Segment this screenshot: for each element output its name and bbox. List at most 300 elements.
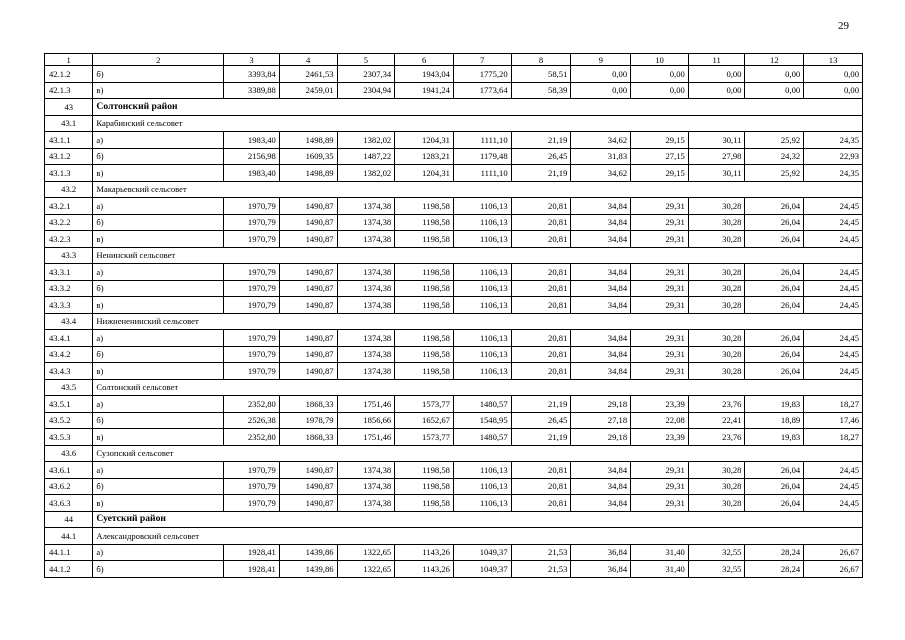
value-cell: 18,27 [804, 429, 863, 446]
value-cell: 26,04 [745, 462, 804, 479]
value-cell: 22,41 [688, 412, 745, 429]
value-cell: 1490,87 [279, 495, 337, 512]
value-cell: 26,04 [745, 478, 804, 495]
value-cell: 1049,37 [453, 544, 511, 561]
table-row [45, 429, 863, 446]
table-row [45, 264, 863, 281]
value-cell: 26,04 [745, 214, 804, 231]
value-cell: 1198,58 [395, 297, 454, 314]
value-cell: 20,81 [511, 346, 571, 363]
group-row [45, 313, 863, 330]
value-cell: 0,00 [631, 82, 689, 99]
row-subitem: а) [93, 132, 224, 149]
value-cell: 20,81 [511, 198, 571, 215]
value-cell: 24,32 [745, 148, 804, 165]
row-code: 42.1.3 [45, 82, 93, 99]
value-cell: 20,81 [511, 231, 571, 248]
value-cell: 1374,38 [337, 231, 395, 248]
value-cell: 34,84 [571, 264, 631, 281]
group-title: Нижнененинский сельсовет [93, 313, 863, 330]
value-cell: 28,24 [745, 544, 804, 561]
value-cell: 1198,58 [395, 330, 454, 347]
value-cell: 24,35 [804, 132, 863, 149]
row-subitem: б) [93, 561, 224, 578]
value-cell: 1490,87 [279, 214, 337, 231]
table-row [45, 330, 863, 347]
value-cell: 1374,38 [337, 462, 395, 479]
section-title: Солтонский район [93, 99, 863, 116]
value-cell: 0,00 [745, 66, 804, 83]
value-cell: 1773,64 [453, 82, 511, 99]
value-cell: 1573,77 [395, 396, 454, 413]
value-cell: 1480,57 [453, 396, 511, 413]
row-code: 43.1.3 [45, 165, 93, 182]
value-cell: 1978,79 [279, 412, 337, 429]
value-cell: 34,84 [571, 214, 631, 231]
row-code: 43.6.3 [45, 495, 93, 512]
value-cell: 30,28 [688, 363, 745, 380]
value-cell: 1490,87 [279, 363, 337, 380]
group-title: Карабинский сельсовет [93, 115, 863, 132]
value-cell: 1941,24 [395, 82, 454, 99]
value-cell: 1490,87 [279, 231, 337, 248]
group-row [45, 115, 863, 132]
value-cell: 1983,40 [224, 165, 280, 182]
group-code: 44.1 [45, 528, 93, 545]
row-code: 43.2.3 [45, 231, 93, 248]
row-subitem: в) [93, 297, 224, 314]
value-cell: 1106,13 [453, 198, 511, 215]
value-cell: 28,24 [745, 561, 804, 578]
value-cell: 34,84 [571, 346, 631, 363]
value-cell: 1490,87 [279, 346, 337, 363]
value-cell: 26,45 [511, 148, 571, 165]
value-cell: 1198,58 [395, 198, 454, 215]
value-cell: 24,45 [804, 330, 863, 347]
value-cell: 32,55 [688, 544, 745, 561]
value-cell: 26,04 [745, 330, 804, 347]
value-cell: 34,62 [571, 132, 631, 149]
value-cell: 31,40 [631, 544, 689, 561]
value-cell: 1970,79 [224, 280, 280, 297]
value-cell: 34,84 [571, 297, 631, 314]
value-cell: 1970,79 [224, 231, 280, 248]
value-cell: 29,31 [631, 214, 689, 231]
value-cell: 1179,48 [453, 148, 511, 165]
value-cell: 29,31 [631, 363, 689, 380]
value-cell: 36,84 [571, 544, 631, 561]
row-code: 43.4.2 [45, 346, 93, 363]
row-subitem: а) [93, 462, 224, 479]
table-row [45, 132, 863, 149]
value-cell: 1283,21 [395, 148, 454, 165]
value-cell: 24,45 [804, 231, 863, 248]
column-header: 5 [337, 54, 395, 66]
row-subitem: а) [93, 396, 224, 413]
value-cell: 1490,87 [279, 264, 337, 281]
value-cell: 1106,13 [453, 231, 511, 248]
value-cell: 29,15 [631, 132, 689, 149]
value-cell: 21,53 [511, 561, 571, 578]
table-row [45, 346, 863, 363]
value-cell: 1439,86 [279, 561, 337, 578]
table-row [45, 165, 863, 182]
row-code: 44.1.2 [45, 561, 93, 578]
table-row [45, 495, 863, 512]
value-cell: 0,00 [571, 66, 631, 83]
value-cell: 1498,89 [279, 132, 337, 149]
group-title: Макарьевский сельсовет [93, 181, 863, 198]
group-code: 43.3 [45, 247, 93, 264]
table-row [45, 544, 863, 561]
value-cell: 1198,58 [395, 231, 454, 248]
value-cell: 2156,98 [224, 148, 280, 165]
row-subitem: в) [93, 495, 224, 512]
row-subitem: а) [93, 330, 224, 347]
value-cell: 24,45 [804, 346, 863, 363]
value-cell: 30,28 [688, 330, 745, 347]
header-row [45, 54, 863, 66]
value-cell: 24,35 [804, 165, 863, 182]
table-row [45, 198, 863, 215]
row-subitem: б) [93, 346, 224, 363]
value-cell: 3393,84 [224, 66, 280, 83]
column-header: 11 [688, 54, 745, 66]
row-code: 42.1.2 [45, 66, 93, 83]
value-cell: 34,62 [571, 165, 631, 182]
row-code: 43.3.1 [45, 264, 93, 281]
row-code: 43.6.1 [45, 462, 93, 479]
value-cell: 24,45 [804, 264, 863, 281]
value-cell: 29,31 [631, 478, 689, 495]
value-cell: 27,15 [631, 148, 689, 165]
value-cell: 0,00 [631, 66, 689, 83]
table-row [45, 148, 863, 165]
value-cell: 20,81 [511, 478, 571, 495]
group-code: 43.2 [45, 181, 93, 198]
value-cell: 1652,67 [395, 412, 454, 429]
value-cell: 2307,34 [337, 66, 395, 83]
value-cell: 20,81 [511, 462, 571, 479]
value-cell: 30,28 [688, 495, 745, 512]
value-cell: 1374,38 [337, 495, 395, 512]
value-cell: 20,81 [511, 330, 571, 347]
column-header: 7 [453, 54, 511, 66]
value-cell: 30,28 [688, 264, 745, 281]
column-header: 4 [279, 54, 337, 66]
value-cell: 1487,22 [337, 148, 395, 165]
value-cell: 1106,13 [453, 264, 511, 281]
value-cell: 25,92 [745, 165, 804, 182]
section-row [45, 511, 863, 528]
value-cell: 1198,58 [395, 462, 454, 479]
value-cell: 21,19 [511, 429, 571, 446]
value-cell: 29,31 [631, 231, 689, 248]
value-cell: 26,04 [745, 297, 804, 314]
value-cell: 1609,35 [279, 148, 337, 165]
value-cell: 1498,89 [279, 165, 337, 182]
value-cell: 1374,38 [337, 214, 395, 231]
value-cell: 23,76 [688, 396, 745, 413]
column-header: 12 [745, 54, 804, 66]
value-cell: 26,45 [511, 412, 571, 429]
value-cell: 26,04 [745, 346, 804, 363]
value-cell: 19,83 [745, 396, 804, 413]
value-cell: 29,18 [571, 429, 631, 446]
value-cell: 30,11 [688, 132, 745, 149]
value-cell: 58,51 [511, 66, 571, 83]
value-cell: 0,00 [804, 82, 863, 99]
value-cell: 1374,38 [337, 280, 395, 297]
value-cell: 1049,37 [453, 561, 511, 578]
value-cell: 1198,58 [395, 363, 454, 380]
value-cell: 21,53 [511, 544, 571, 561]
value-cell: 20,81 [511, 280, 571, 297]
value-cell: 1983,40 [224, 132, 280, 149]
value-cell: 21,19 [511, 396, 571, 413]
table-row [45, 462, 863, 479]
value-cell: 1374,38 [337, 363, 395, 380]
value-cell: 24,45 [804, 363, 863, 380]
value-cell: 1970,79 [224, 495, 280, 512]
value-cell: 1548,95 [453, 412, 511, 429]
value-cell: 34,84 [571, 495, 631, 512]
value-cell: 30,28 [688, 198, 745, 215]
value-cell: 18,27 [804, 396, 863, 413]
value-cell: 30,28 [688, 231, 745, 248]
value-cell: 29,31 [631, 346, 689, 363]
group-title: Ненинский сельсовет [93, 247, 863, 264]
value-cell: 3389,88 [224, 82, 280, 99]
value-cell: 24,45 [804, 214, 863, 231]
value-cell: 1198,58 [395, 214, 454, 231]
value-cell: 26,04 [745, 198, 804, 215]
value-cell: 2304,94 [337, 82, 395, 99]
value-cell: 26,04 [745, 280, 804, 297]
column-header: 3 [224, 54, 280, 66]
value-cell: 25,92 [745, 132, 804, 149]
value-cell: 19,83 [745, 429, 804, 446]
group-title: Солтонский сельсовет [93, 379, 863, 396]
value-cell: 26,04 [745, 363, 804, 380]
value-cell: 1970,79 [224, 330, 280, 347]
row-subitem: в) [93, 165, 224, 182]
value-cell: 29,31 [631, 462, 689, 479]
value-cell: 1198,58 [395, 495, 454, 512]
value-cell: 1204,31 [395, 165, 454, 182]
column-header: 10 [631, 54, 689, 66]
value-cell: 1970,79 [224, 363, 280, 380]
column-header: 9 [571, 54, 631, 66]
value-cell: 1928,41 [224, 561, 280, 578]
value-cell: 24,45 [804, 495, 863, 512]
value-cell: 1970,79 [224, 264, 280, 281]
value-cell: 24,45 [804, 297, 863, 314]
table-row [45, 82, 863, 99]
value-cell: 0,00 [745, 82, 804, 99]
table-row [45, 396, 863, 413]
row-subitem: б) [93, 148, 224, 165]
value-cell: 23,39 [631, 396, 689, 413]
row-code: 44.1.1 [45, 544, 93, 561]
value-cell: 24,45 [804, 198, 863, 215]
value-cell: 1382,02 [337, 132, 395, 149]
value-cell: 1751,46 [337, 396, 395, 413]
value-cell: 20,81 [511, 297, 571, 314]
value-cell: 34,84 [571, 280, 631, 297]
column-header: 13 [804, 54, 863, 66]
table-row [45, 280, 863, 297]
value-cell: 24,45 [804, 280, 863, 297]
value-cell: 1775,20 [453, 66, 511, 83]
section-row [45, 99, 863, 116]
value-cell: 26,04 [745, 495, 804, 512]
value-cell: 2352,80 [224, 396, 280, 413]
row-subitem: б) [93, 66, 224, 83]
group-code: 43.4 [45, 313, 93, 330]
value-cell: 22,08 [631, 412, 689, 429]
value-cell: 1198,58 [395, 280, 454, 297]
value-cell: 1106,13 [453, 346, 511, 363]
row-subitem: б) [93, 280, 224, 297]
group-row [45, 379, 863, 396]
value-cell: 1573,77 [395, 429, 454, 446]
section-code: 44 [45, 511, 93, 528]
group-row [45, 528, 863, 545]
value-cell: 1198,58 [395, 264, 454, 281]
value-cell: 30,28 [688, 346, 745, 363]
row-subitem: в) [93, 82, 224, 99]
value-cell: 21,19 [511, 132, 571, 149]
value-cell: 29,31 [631, 330, 689, 347]
value-cell: 2352,80 [224, 429, 280, 446]
value-cell: 2459,01 [279, 82, 337, 99]
group-title: Сузопский сельсовет [93, 445, 863, 462]
value-cell: 29,31 [631, 495, 689, 512]
value-cell: 34,84 [571, 231, 631, 248]
value-cell: 0,00 [804, 66, 863, 83]
value-cell: 0,00 [688, 66, 745, 83]
value-cell: 29,18 [571, 396, 631, 413]
value-cell: 34,84 [571, 198, 631, 215]
table-row [45, 561, 863, 578]
column-header: 2 [93, 54, 224, 66]
value-cell: 20,81 [511, 264, 571, 281]
value-cell: 1970,79 [224, 198, 280, 215]
value-cell: 1868,33 [279, 396, 337, 413]
value-cell: 30,28 [688, 214, 745, 231]
group-code: 43.6 [45, 445, 93, 462]
value-cell: 17,46 [804, 412, 863, 429]
row-subitem: б) [93, 478, 224, 495]
table-row [45, 412, 863, 429]
value-cell: 34,84 [571, 478, 631, 495]
row-code: 43.4.3 [45, 363, 93, 380]
value-cell: 1490,87 [279, 478, 337, 495]
value-cell: 1374,38 [337, 330, 395, 347]
value-cell: 1374,38 [337, 478, 395, 495]
value-cell: 26,04 [745, 231, 804, 248]
value-cell: 31,83 [571, 148, 631, 165]
row-subitem: б) [93, 412, 224, 429]
value-cell: 26,04 [745, 264, 804, 281]
value-cell: 1198,58 [395, 478, 454, 495]
value-cell: 34,84 [571, 330, 631, 347]
value-cell: 1198,58 [395, 346, 454, 363]
value-cell: 26,67 [804, 544, 863, 561]
row-code: 43.5.1 [45, 396, 93, 413]
value-cell: 31,40 [631, 561, 689, 578]
value-cell: 1439,86 [279, 544, 337, 561]
value-cell: 29,31 [631, 198, 689, 215]
value-cell: 27,98 [688, 148, 745, 165]
row-subitem: а) [93, 544, 224, 561]
value-cell: 1490,87 [279, 462, 337, 479]
row-code: 43.4.1 [45, 330, 93, 347]
value-cell: 1106,13 [453, 297, 511, 314]
value-cell: 1928,41 [224, 544, 280, 561]
value-cell: 29,31 [631, 264, 689, 281]
value-cell: 1111,10 [453, 165, 511, 182]
value-cell: 2461,53 [279, 66, 337, 83]
row-code: 43.1.2 [45, 148, 93, 165]
group-row [45, 247, 863, 264]
value-cell: 1106,13 [453, 495, 511, 512]
value-cell: 30,28 [688, 478, 745, 495]
value-cell: 1106,13 [453, 330, 511, 347]
value-cell: 24,45 [804, 462, 863, 479]
section-code: 43 [45, 99, 93, 116]
value-cell: 1490,87 [279, 198, 337, 215]
section-title: Суетский район [93, 511, 863, 528]
value-cell: 1480,57 [453, 429, 511, 446]
value-cell: 20,81 [511, 214, 571, 231]
row-code: 43.3.2 [45, 280, 93, 297]
value-cell: 1143,26 [395, 561, 454, 578]
value-cell: 23,39 [631, 429, 689, 446]
value-cell: 1143,26 [395, 544, 454, 561]
value-cell: 36,84 [571, 561, 631, 578]
row-code: 43.5.2 [45, 412, 93, 429]
value-cell: 1374,38 [337, 198, 395, 215]
value-cell: 24,45 [804, 478, 863, 495]
value-cell: 1970,79 [224, 478, 280, 495]
row-subitem: в) [93, 363, 224, 380]
value-cell: 1106,13 [453, 462, 511, 479]
group-row [45, 181, 863, 198]
table-row [45, 297, 863, 314]
value-cell: 58,39 [511, 82, 571, 99]
value-cell: 1970,79 [224, 346, 280, 363]
value-cell: 1322,65 [337, 561, 395, 578]
table-body [45, 54, 863, 578]
value-cell: 1374,38 [337, 297, 395, 314]
group-row [45, 445, 863, 462]
row-code: 43.2.2 [45, 214, 93, 231]
value-cell: 2526,38 [224, 412, 280, 429]
value-cell: 18,89 [745, 412, 804, 429]
value-cell: 1970,79 [224, 214, 280, 231]
group-code: 43.1 [45, 115, 93, 132]
value-cell: 1106,13 [453, 478, 511, 495]
table-row [45, 66, 863, 83]
value-cell: 1106,13 [453, 280, 511, 297]
group-code: 43.5 [45, 379, 93, 396]
value-cell: 1106,13 [453, 214, 511, 231]
value-cell: 26,67 [804, 561, 863, 578]
value-cell: 34,84 [571, 363, 631, 380]
value-cell: 29,31 [631, 280, 689, 297]
